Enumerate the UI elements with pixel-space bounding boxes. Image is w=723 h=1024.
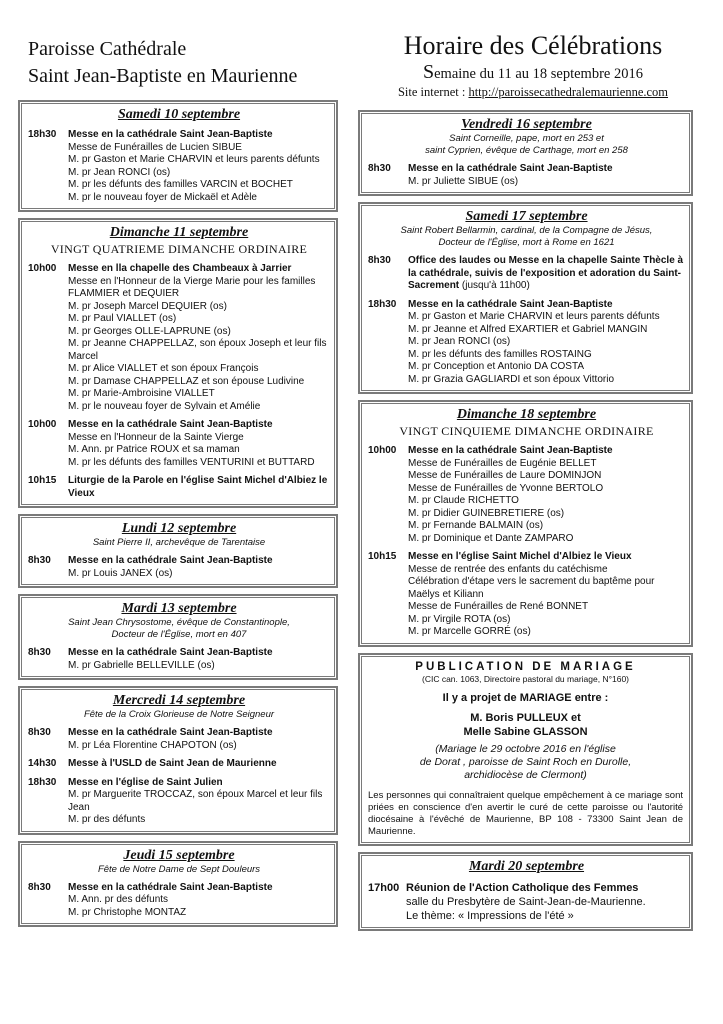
intention: M. pr Gabrielle BELLEVILLE (os) — [68, 659, 215, 671]
intention: M. pr des défunts — [68, 814, 146, 825]
event-title: Messe en l'église de Saint Julien — [68, 776, 223, 788]
event-time: 10h00 — [28, 263, 57, 274]
intention: M. pr Damase CHAPPELLAZ et son épouse Ludivine — [68, 375, 305, 387]
day-title: Mercredi 14 septembre — [112, 693, 246, 708]
saint-of-day: Docteur de l'Église, mort en 407 — [111, 629, 247, 640]
intention: M. Ann. pr des défunts — [68, 894, 169, 905]
event — [368, 551, 685, 639]
week-initial: S — [423, 61, 435, 83]
event-note: (jusqu'à 11h00) — [459, 280, 530, 291]
day-title: Mardi 20 septembre — [468, 858, 585, 874]
week-range — [378, 62, 688, 84]
event-time: 10h15 — [28, 475, 57, 486]
event-title: Messe en la cathédrale Saint Jean-Baptiste — [68, 419, 273, 430]
event-theme: Le thème: « Impressions de l'été » — [406, 909, 574, 922]
intention: M. pr Louis JANEX (os) — [68, 567, 173, 579]
intention: M. pr Claude RICHETTO — [408, 495, 519, 506]
marriage-publication — [358, 653, 693, 846]
intention: M. pr Grazia GAGLIARDI et son époux Vittorio — [408, 373, 615, 385]
event-time: 8h30 — [28, 555, 51, 566]
event-time: 18h30 — [368, 298, 397, 310]
saint-of-day: Saint Pierre II, archevêque de Tarentaise — [92, 537, 266, 548]
marriage-details: archidiocèse de Clermont) — [464, 768, 587, 781]
event-title: Office des laudes ou Messe en la chapelle Sainte Thècle à la cathédrale, suivis de l'exposition et adoration du Saint-Sacrement — [408, 255, 684, 291]
intention: M. pr le nouveau foyer de Mickaël et Adèle — [68, 191, 257, 203]
bride-name: Melle Sabine GLASSON — [463, 725, 588, 738]
event — [368, 299, 685, 387]
saint-of-day: Saint Robert Bellarmin, cardinal, de la Compagne de Jésus, — [400, 225, 653, 236]
parish-name: Paroisse Cathédrale — [28, 38, 187, 60]
intention: Messe en l'Honneur de la Sainte Vierge — [68, 431, 244, 443]
intention: M. pr Dominique et Dante ZAMPARO — [408, 532, 574, 544]
parish-location: Saint Jean-Baptiste en Maurienne — [28, 65, 298, 87]
saint-of-day: Fête de Notre Dame de Sept Douleurs — [97, 863, 261, 875]
marriage-announcement: Il y a projet de MARIAGE entre : — [442, 691, 609, 704]
event-title: Messe en la cathédrale Saint Jean-Baptiste — [68, 727, 273, 738]
event — [368, 255, 685, 293]
intention: Messe de rentrée des enfants du catéchisme — [408, 563, 608, 575]
saint-of-day: Saint Corneille, pape, mort en 253 et — [449, 133, 604, 144]
day-title: Vendredi 16 septembre — [461, 117, 592, 132]
event-title: Messe en lla chapelle des Chambeaux à Jarrier — [68, 263, 292, 274]
intention: M. pr Georges OLLE-LAPRUNE (os) — [68, 325, 231, 337]
intention: M. pr le nouveau foyer de Sylvain et Amélie — [68, 400, 261, 412]
intention: M. pr les défunts des familles VARCIN et BOCHET — [68, 179, 293, 190]
groom-name: M. Boris PULLEUX et — [470, 711, 581, 724]
day-block-lundi-12 — [18, 514, 338, 588]
saint-of-day: Docteur de l'Église, mort à Rome en 1621 — [438, 237, 615, 248]
event-title: Messe en la cathédrale Saint Jean-Baptiste — [68, 129, 273, 140]
parish-header — [28, 36, 358, 90]
event-time: 8h30 — [28, 647, 51, 658]
intention: M. pr Léa Florentine CHAPOTON (os) — [68, 739, 237, 751]
event — [368, 881, 685, 923]
day-title: Dimanche 11 septembre — [109, 225, 249, 240]
saint-of-day: Saint Jean Chrysostome, évêque de Constantinople, — [68, 617, 290, 628]
event-time: 8h30 — [28, 881, 51, 893]
right-column — [358, 110, 693, 937]
day-title: Mardi 13 septembre — [121, 601, 237, 616]
event-title: Messe à l'USLD de Saint Jean de Maurienne — [68, 758, 277, 769]
intention: M. pr Jean RONCI (os) — [68, 166, 171, 178]
day-block-dimanche-11 — [18, 218, 338, 508]
event-title: Réunion de l'Action Catholique des Femmes — [406, 881, 639, 894]
day-block-samedi-10 — [18, 100, 338, 212]
event — [28, 777, 330, 827]
saint-of-day: Fête de la Croix Glorieuse de Notre Seigneur — [83, 709, 275, 720]
intention: M. pr Gaston et Marie CHARVIN et leurs parents défunts — [408, 311, 660, 322]
objection-notice: Les personnes qui connaîtraient quelque empêchement à ce mariage sont priées en conscience d'en avertir le curé de cette paroisse ou l'autorité diocésaine à l'évêché de Maurienne, BP 108 - 73300 Saint Jean de Maurienne. — [368, 789, 683, 837]
website-label: Site internet : — [397, 85, 469, 99]
event — [28, 129, 330, 204]
intention: Messe en l'Honneur de la Vierge Marie pour les familles FLAMMIER et DEQUIER — [68, 275, 316, 299]
event-title: Messe en la cathédrale Saint Jean-Baptiste — [408, 298, 613, 310]
intention: M. pr Alice VIALLET et son époux François — [68, 363, 259, 374]
event-location: salle du Presbytère de Saint-Jean-de-Maurienne. — [406, 895, 646, 908]
day-block-mardi-20 — [358, 852, 693, 931]
intention: M. pr Jeanne et Alfred EXARTIER et Gabriel MANGIN — [408, 323, 648, 335]
day-block-mercredi-14 — [18, 686, 338, 835]
intention: M. pr Marie-Ambroisine VIALLET — [68, 388, 215, 399]
day-block-jeudi-15 — [18, 841, 338, 928]
intention: M. pr Jeanne CHAPPELLAZ, son époux Joseph et leur fils Marcel — [68, 338, 327, 362]
day-title: Lundi 12 septembre — [121, 521, 237, 536]
event — [28, 419, 330, 469]
website-link[interactable]: http://paroissecathedralemaurienne.com — [468, 85, 669, 99]
event — [368, 163, 685, 188]
event-time: 8h30 — [368, 255, 391, 266]
event — [368, 445, 685, 545]
intention: M. pr Jean RONCI (os) — [408, 336, 511, 347]
event — [28, 555, 330, 580]
intention: M. Ann. pr Patrice ROUX et sa maman — [68, 444, 240, 455]
event-time: 10h15 — [368, 551, 397, 562]
event — [28, 882, 330, 920]
schedule-header — [378, 30, 688, 100]
day-title: Jeudi 15 septembre — [123, 847, 235, 863]
intention: M. pr Fernande BALMAIN (os) — [408, 520, 544, 531]
intention: M. pr Didier GUINEBRETIERE (os) — [408, 507, 565, 519]
event-time: 10h00 — [28, 419, 57, 430]
event-title: Messe en la cathédrale Saint Jean-Baptiste — [68, 555, 273, 566]
event-time: 10h00 — [368, 445, 397, 456]
day-title: Samedi 17 septembre — [465, 209, 588, 224]
event-title: Messe en la cathédrale Saint Jean-Baptiste — [408, 445, 613, 456]
event-time: 14h30 — [28, 758, 57, 769]
intention: Messe de Funérailles de Lucien SIBUE — [68, 141, 242, 153]
schedule-title: Horaire des Célébrations — [403, 31, 663, 60]
canon-reference: (CIC can. 1063, Directoire pastoral du mariage, N°160) — [421, 673, 630, 684]
publication-heading: PUBLICATION DE MARIAGE — [415, 660, 636, 673]
intention: M. pr Gaston et Marie CHARVIN et leurs parents défunts — [68, 154, 320, 165]
intention: Messe de Funérailles de René BONNET — [408, 601, 589, 612]
event-title: Messe en la cathédrale Saint Jean-Baptiste — [68, 881, 273, 893]
day-block-samedi-17 — [358, 202, 693, 394]
intention: M. pr Christophe MONTAZ — [68, 906, 187, 918]
marriage-details: (Mariage le 29 octobre 2016 en l'église — [435, 742, 616, 755]
event — [28, 647, 330, 672]
event-title: Messe en l'église Saint Michel d'Albiez le Vieux — [408, 551, 632, 562]
liturgical-sunday: VINGT QUATRIEME DIMANCHE ORDINAIRE — [50, 242, 308, 256]
intention: M. pr Joseph Marcel DEQUIER (os) — [68, 300, 227, 312]
intention: Célébration d'étape vers le sacrement du baptême pour Maëlys et Kiliann — [408, 576, 655, 600]
website — [378, 84, 688, 100]
day-title: Samedi 10 septembre — [117, 107, 241, 122]
left-column — [18, 100, 338, 933]
event-time: 8h30 — [368, 163, 391, 174]
event-time: 8h30 — [28, 727, 51, 738]
liturgical-sunday: VINGT CINQUIEME DIMANCHE ORDINAIRE — [399, 424, 654, 438]
event-time: 18h30 — [28, 776, 57, 788]
intention: M. pr Juliette SIBUE (os) — [408, 175, 519, 187]
marriage-details: de Dorat , paroisse de Saint Roch en Durolle, — [419, 755, 632, 768]
intention: Messe de Funérailles de Yvonne BERTOLO — [408, 482, 604, 494]
intention: M. pr Virgile ROTA (os) — [408, 613, 511, 625]
event — [28, 758, 330, 771]
event-time: 18h30 — [28, 129, 57, 140]
event — [28, 475, 330, 500]
intention: M. pr Marguerite TROCCAZ, son époux Marcel et leur fils Jean — [68, 789, 323, 813]
intention: M. pr Marcelle GORRÉ (os) — [408, 626, 531, 637]
day-block-dimanche-18 — [358, 400, 693, 647]
event-title: Messe en la cathédrale Saint Jean-Baptiste — [68, 647, 273, 658]
day-title: Dimanche 18 septembre — [456, 407, 597, 422]
intention: M. pr Conception et Antonio DA COSTA — [408, 361, 585, 372]
saint-of-day: saint Cyprien, évêque de Carthage, mort en 258 — [425, 145, 628, 156]
event — [28, 727, 330, 752]
intention: M. pr les défunts des familles ROSTAING — [408, 348, 592, 360]
intention: Messe de Funérailles de Eugénie BELLET — [408, 457, 597, 469]
intention: M. pr les défunts des familles VENTURINI et BUTTARD — [68, 456, 315, 468]
week-text: emaine du 11 au 18 septembre 2016 — [434, 66, 643, 82]
day-block-mardi-13 — [18, 594, 338, 680]
day-block-vendredi-16 — [358, 110, 693, 196]
intention: M. pr Paul VIALLET (os) — [68, 313, 177, 324]
intention: Messe de Funérailles de Laure DOMINJON — [408, 470, 602, 481]
event-title: Liturgie de la Parole en l'église Saint Michel d'Albiez le Vieux — [68, 475, 328, 499]
event — [28, 263, 330, 413]
event-title: Messe en la cathédrale Saint Jean-Baptiste — [408, 163, 613, 174]
event-time: 17h00 — [368, 881, 400, 894]
